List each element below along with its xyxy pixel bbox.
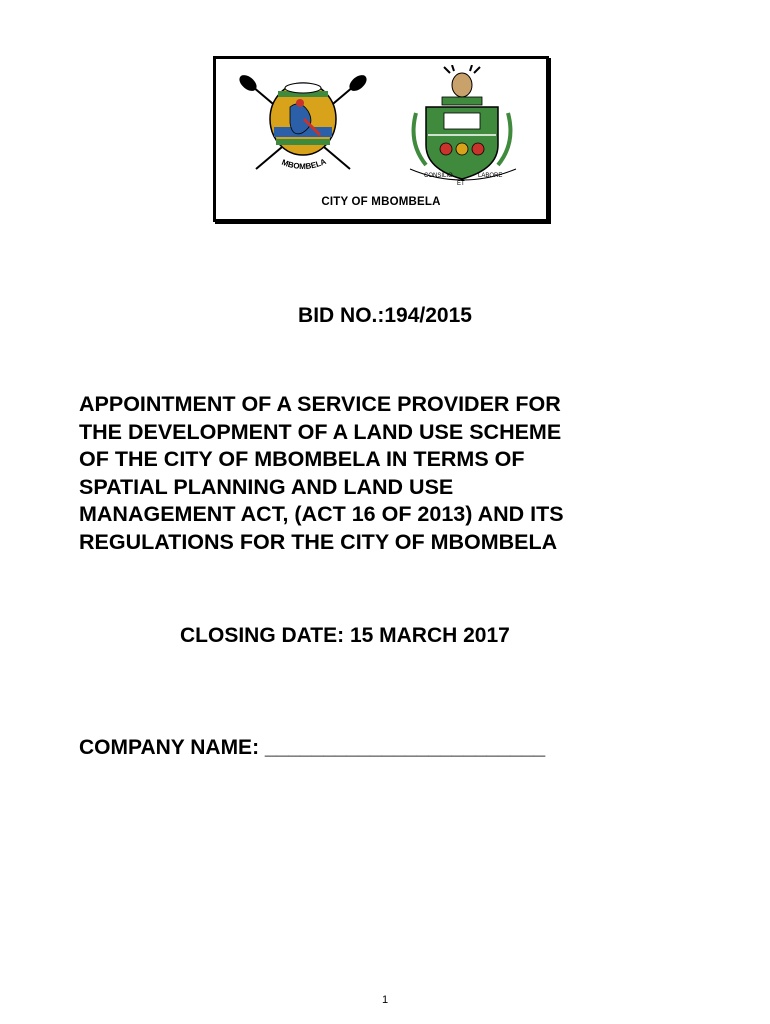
logo-box <box>213 56 549 222</box>
company-name-field: COMPANY NAME: ________________________ <box>79 736 546 759</box>
title-line: MANAGEMENT ACT, (ACT 16 OF 2013) AND ITS <box>79 502 564 526</box>
bid-number: BID NO.:194/2015 <box>298 304 472 327</box>
title-line: APPOINTMENT OF A SERVICE PROVIDER FOR <box>79 392 561 416</box>
title-line: OF THE CITY OF MBOMBELA IN TERMS OF <box>79 447 525 471</box>
emblem-arc-text: MBOMBELA <box>280 156 328 172</box>
coat-of-arms-icon <box>402 65 524 191</box>
logo-caption: CITY OF MBOMBELA <box>321 196 441 208</box>
title-line: SPATIAL PLANNING AND LAND USE <box>79 474 454 499</box>
motto-mid: ET <box>457 181 465 187</box>
motto-left: CONSILIO <box>424 173 453 179</box>
title-line: THE DEVELOPMENT OF A LAND USE SCHEME <box>79 419 562 444</box>
page-number: 1 <box>381 994 389 1006</box>
bid-title <box>79 391 719 556</box>
motto-right: LABORE <box>478 173 503 179</box>
title-line: REGULATIONS FOR THE CITY OF MBOMBELA <box>79 529 558 554</box>
closing-date: CLOSING DATE: 15 MARCH 2017 <box>180 624 510 647</box>
svg-text:MBOMBELA <box>280 157 327 171</box>
mbombela-emblem-icon <box>238 69 368 187</box>
